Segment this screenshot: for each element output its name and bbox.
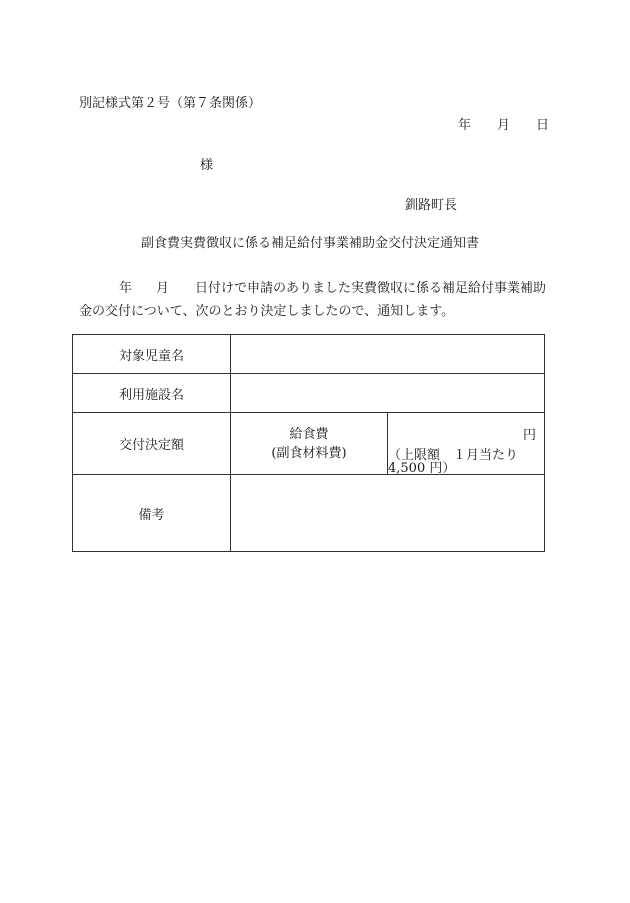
recipient-honorific: 様: [200, 158, 214, 173]
table-row: [73, 413, 545, 475]
meal-fee-label-line2: (副食材料費): [271, 445, 347, 461]
amount-limit-note: （上限額 １月当たり 4,500 円）: [388, 448, 519, 476]
remarks-value: [231, 475, 545, 552]
document-title: 副食費実費徴収に係る補足給付事業補助金交付決定通知書: [141, 236, 480, 251]
child-name-value: [231, 335, 545, 374]
meal-fee-label-line1: 給食費: [289, 426, 329, 442]
remarks-label: 備考: [73, 475, 231, 552]
body-year: 年: [119, 281, 133, 296]
date-month: 月: [497, 118, 511, 133]
date-year: 年: [458, 118, 472, 133]
form-number-label: 別記様式第２号（第７条関係）: [79, 96, 262, 111]
date-line: [458, 119, 549, 132]
child-name-label: 対象児童名: [73, 335, 231, 374]
table-row: [73, 475, 545, 552]
decision-table: [72, 334, 545, 552]
table-row: [73, 335, 545, 374]
meal-fee-label: [231, 413, 388, 475]
body-text: 日付けで申請のありました実費徴収に係る補足給付事業補助金の交付について、次のとおり決定しましたので、通知します。: [79, 281, 547, 319]
facility-label: 利用施設名: [73, 374, 231, 413]
issuer-name: 釧路町長: [405, 198, 458, 213]
table-row: [73, 374, 545, 413]
facility-value: [231, 374, 545, 413]
amount-label: 交付決定額: [73, 413, 231, 475]
amount-unit: 円: [522, 428, 536, 443]
amount-value: [388, 413, 545, 475]
date-day: 日: [536, 118, 550, 133]
body-month: 月: [156, 281, 170, 296]
body-paragraph: [79, 277, 551, 323]
